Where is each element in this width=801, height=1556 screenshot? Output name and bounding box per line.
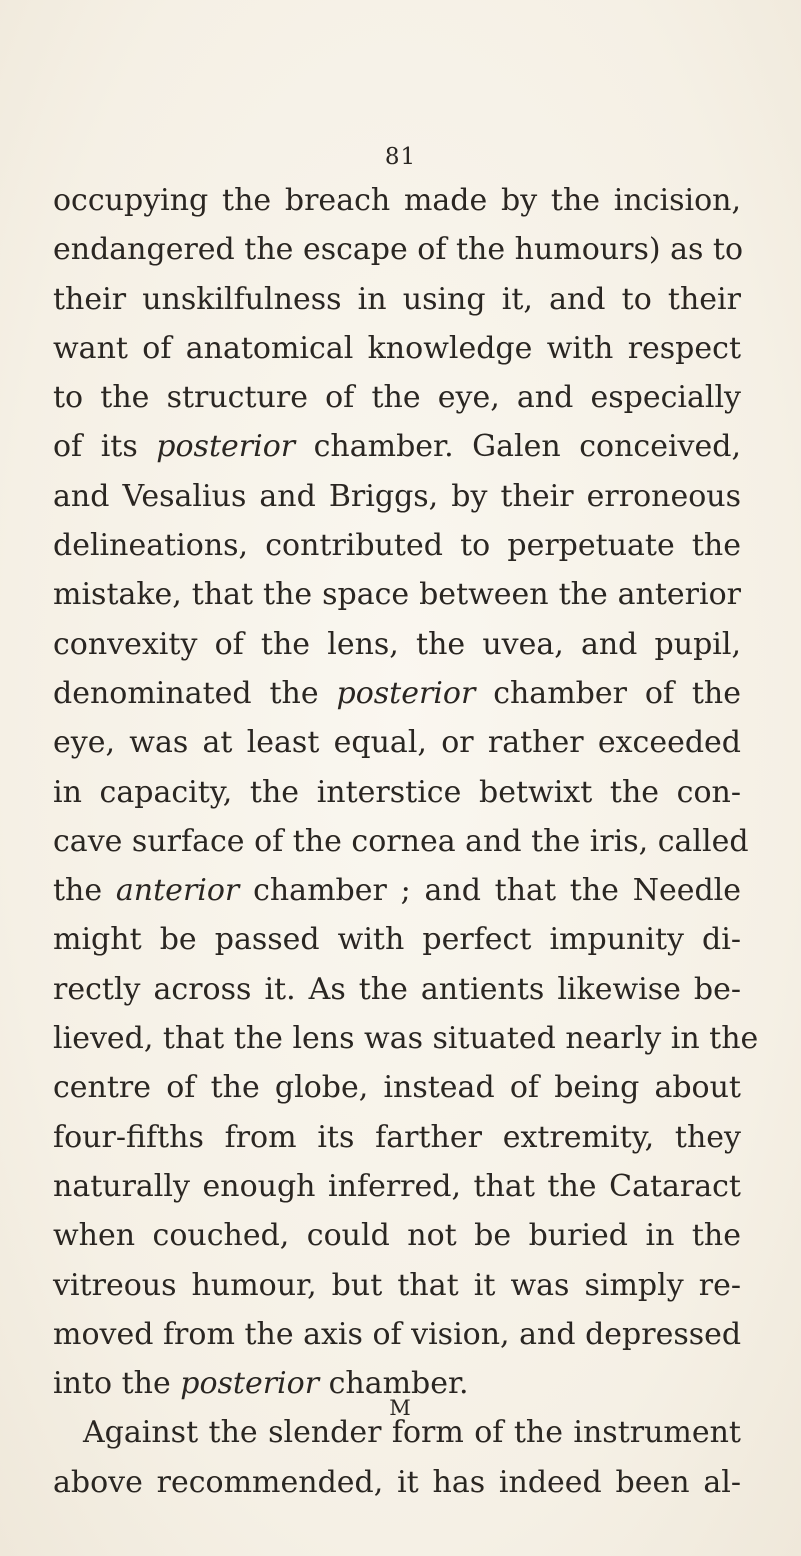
- text-span: to the structure of the eye, and especially: [53, 380, 741, 416]
- text-line: [53, 1113, 741, 1162]
- text-line: [53, 1063, 741, 1112]
- text-line: [53, 866, 741, 915]
- text-line: [53, 1458, 741, 1507]
- text-span: want of anatomical knowledge with respect: [53, 330, 741, 366]
- text-line: [53, 1261, 741, 1310]
- text-line: [53, 275, 741, 324]
- signature-mark: M: [389, 1396, 412, 1420]
- text-line: [53, 176, 741, 225]
- italic-word: anterior: [115, 873, 240, 909]
- italic-word: posterior: [336, 675, 476, 711]
- text-span: centre of the globe, instead of being about: [53, 1070, 741, 1106]
- text-line: [53, 225, 744, 274]
- text-span: their unskilfulness in using it, and to their: [53, 281, 741, 317]
- text-span: delineations, contributed to perpetuate the: [53, 528, 741, 564]
- text-span: above recommended, it has indeed been al-: [53, 1464, 741, 1500]
- text-span: and Vesalius and Briggs, by their erroneous: [53, 478, 741, 514]
- text-line: [53, 324, 741, 373]
- text-span: chamber. Galen conceived,: [295, 429, 741, 465]
- text-span: mistake, that the space between the anterior: [53, 577, 741, 613]
- text-span: convexity of the lens, the uvea, and pupil,: [53, 626, 741, 662]
- text-span: denominated the: [53, 675, 337, 711]
- text-span: might be passed with perfect impunity di-: [53, 922, 741, 958]
- text-line: [53, 1162, 741, 1211]
- text-line: [53, 965, 741, 1014]
- italic-word: posterior: [156, 429, 296, 465]
- text-span: eye, was at least equal, or rather exceeded: [53, 725, 741, 761]
- text-span: chamber of the: [475, 675, 741, 711]
- text-span: vitreous humour, but that it was simply re-: [53, 1267, 741, 1303]
- text-line: [53, 472, 741, 521]
- text-span: chamber.: [319, 1366, 469, 1402]
- text-line: [53, 1211, 741, 1260]
- text-span: of its: [53, 429, 157, 465]
- text-line: [53, 718, 741, 767]
- text-line: [53, 521, 741, 570]
- text-span: lieved, that the lens was situated nearly in the: [53, 1021, 759, 1057]
- text-span: into the: [53, 1366, 181, 1402]
- text-span: chamber ; and that the Needle: [239, 873, 742, 909]
- text-line: [53, 422, 741, 471]
- text-line: [53, 1310, 741, 1359]
- body-text: [53, 176, 759, 1507]
- italic-word: posterior: [180, 1366, 320, 1402]
- page-number: 81: [384, 144, 417, 170]
- text-span: cave surface of the cornea and the iris, called: [53, 823, 749, 859]
- text-span: when couched, could not be buried in the: [53, 1218, 741, 1254]
- text-span: endangered the escape of the humours) as to: [53, 232, 744, 268]
- text-line: [53, 817, 749, 866]
- text-line: [53, 768, 741, 817]
- text-span: the: [53, 873, 116, 909]
- text-span: moved from the axis of vision, and depressed: [53, 1316, 742, 1352]
- text-span: Against the slender form of the instrument: [83, 1415, 741, 1451]
- text-span: occupying the breach made by the incision,: [53, 183, 741, 218]
- text-line: [53, 570, 741, 619]
- text-line: [53, 620, 741, 669]
- text-span: rectly across it. As the antients likewise be-: [53, 971, 741, 1007]
- text-span: in capacity, the interstice betwixt the con-: [53, 774, 741, 810]
- text-span: four-fifths from its farther extremity, they: [53, 1119, 741, 1155]
- text-line: [53, 373, 741, 422]
- text-line: [53, 1014, 759, 1063]
- text-line: [53, 915, 741, 964]
- text-span: naturally enough inferred, that the Cataract: [53, 1168, 741, 1204]
- text-line: [53, 669, 741, 718]
